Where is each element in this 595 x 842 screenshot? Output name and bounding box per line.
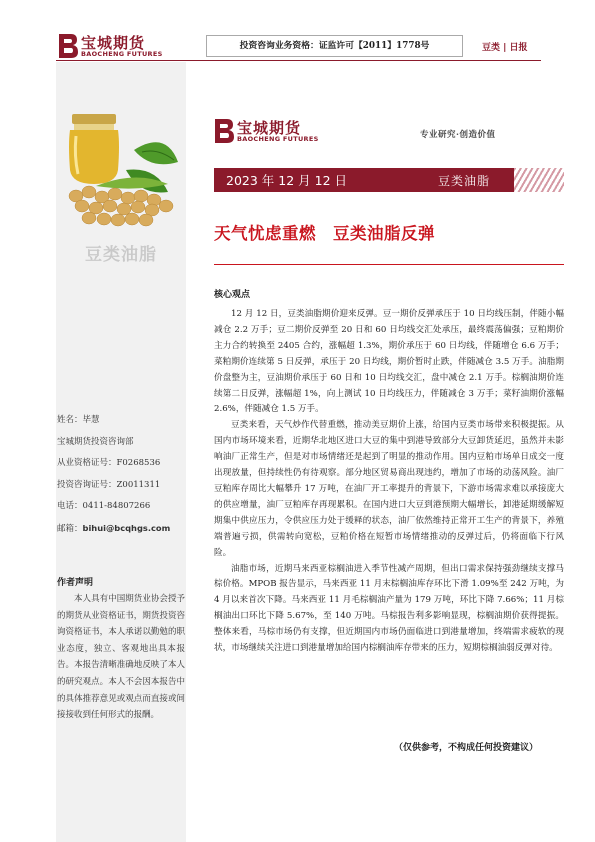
email-label: 邮箱：	[57, 523, 83, 534]
analyst-contact	[57, 412, 183, 541]
title-divider	[214, 264, 564, 265]
baocheng-logo-icon	[213, 117, 235, 145]
report-sector: 豆类油脂	[438, 174, 491, 188]
body-paragraph: 油脂市场，近期马来西亚棕榈油进入季节性减产周期，但出口需求保持强劲继续支撑马棕价格。MPOB 报告显示，马来西亚 11 月末棕榈油库存环比下滑 1.09%至 242 万吨，为 4 月以来首次下降。马来西亚 11 月毛棕榈油产量为 179 万吨，环比下降 7.66%；11 月棕榈油出口环比下降 5.67%，至 140 万吨。马棕报告利多影响显现，棕榈油期价获得提振。整体来看，马棕市场仍有支撑，但近期国内市场仍面临进口到港量增加，终端需求疲软的现状，市场继续关注进口到港量增加给国内棕榈油库存带来的压力，短期棕榈油弱反弹对待。	[214, 563, 564, 654]
analyst-email-row	[57, 520, 183, 542]
disclaimer-title: 作者声明	[57, 578, 94, 588]
core-view-heading: 核心观点	[214, 290, 251, 300]
analyst-consult-license: 投资咨询证号：Z0011311	[57, 479, 161, 490]
header-logo-text: 宝城期货	[81, 34, 146, 52]
brand-logo-subtext: BAOCHENG FUTURES	[237, 135, 319, 143]
sidebar-sector-label: 豆类油脂	[85, 245, 157, 265]
analyst-license: 从业资格证号：F0268536	[57, 458, 161, 468]
report-date: 2023 年 12 月 12 日	[226, 173, 347, 188]
qualification-box: 投资咨询业务资格：证监许可【2011】1778号	[206, 35, 463, 57]
analyst-email-link[interactable]: bihui@bcqhgs.com	[82, 522, 171, 533]
header-logo	[57, 32, 177, 62]
analyst-phone: 电话：0411-84807266	[57, 501, 151, 511]
disclaimer-footnote: （仅供参考，不构成任何投资建议）	[394, 743, 539, 753]
brand-logo-text: 宝城期货	[237, 119, 302, 137]
brand-logo	[213, 117, 333, 147]
disclaimer-text: 本人具有中国期货业协会授予的期货从业资格证书，期货投资咨询资格证书，本人承诺以勤勉的职业态度，独立、客观地出具本报告。本报告清晰准确地反映了本人的研究观点。本人不会因本报告中的具体推荐意见或观点而直接或间接接收到任何形式的报酬。	[57, 594, 185, 721]
report-title: 天气忧虑重燃 豆类油脂反弹	[214, 224, 435, 243]
analyst-name: 姓名：毕慧	[57, 415, 100, 425]
report-type-tag: 豆类 | 日报	[482, 43, 528, 53]
analyst-department: 宝城期货投资咨询部	[57, 436, 134, 447]
report-body	[214, 307, 564, 657]
header-divider	[56, 60, 541, 61]
brand-slogan: 专业研究·创造价值	[420, 130, 496, 140]
body-paragraph: 12 月 12 日，豆类油脂期价迎来反弹。豆一期价反弹承压于 10 日均线压制，伴随小幅减仓 2.2 万手；豆二期价反弹至 20 日和 60 日均线交汇处承压，最终震荡偏强；豆粕期价主力合约转换至 2405 合约，涨幅超 1.3%，期价承压于 60 日均线，伴随增仓 6.6 万手；菜粕期价连续第 5 日反弹，承压于 20 日均线，期价暂时止跌，伴随减仓 3.5 万手。油脂期价盘整为主，豆油期价承压于 60 日和 10 日均线交汇，盘中减仓 2.1 万手。棕榈油期价连续第二日反弹，涨幅超 1%，向上测试 10 日均线压力，伴随减仓 3 万手；菜籽油期价涨幅 2.6%，伴随减仓 1.5 万手。	[214, 309, 564, 415]
date-banner-stripes	[514, 168, 564, 192]
date-banner	[214, 168, 564, 192]
soybean-oil-image	[56, 100, 186, 230]
body-paragraph: 豆类来看，天气炒作代替重燃，推动美豆期价上涨，给国内豆类市场带来积极提振。从国内市场环境来看，近期华北地区进口大豆的集中到港导致部分大豆卸货延迟，虽然并未影响油厂正常生产，但是对市场情绪还是起到了明显的推动作用。国内豆粕市场单日成交一度出现放量，但持续性仍有待观察。部分地区贸易商出现违约，增加了市场的动荡风险。油厂豆粕库存周比大幅攀升 17 万吨，在油厂开工率提升的背景下，下游市场需求难以承接庞大的供应增量，油厂豆粕库存再现累积。在国内进口大豆到港预期大幅增长，卸港延期缓解短期集中供应压力，令供应压力处于缓释的状态，油厂依然维持正常开工生产的背景下，养殖端普遍亏损，供需转向宽松，豆粕价格在短暂市场情绪推动的反弹过后，仍将面临下行风险。	[214, 420, 564, 558]
baocheng-logo-icon	[57, 32, 79, 60]
header-logo-subtext: BAOCHENG FUTURES	[81, 50, 163, 58]
